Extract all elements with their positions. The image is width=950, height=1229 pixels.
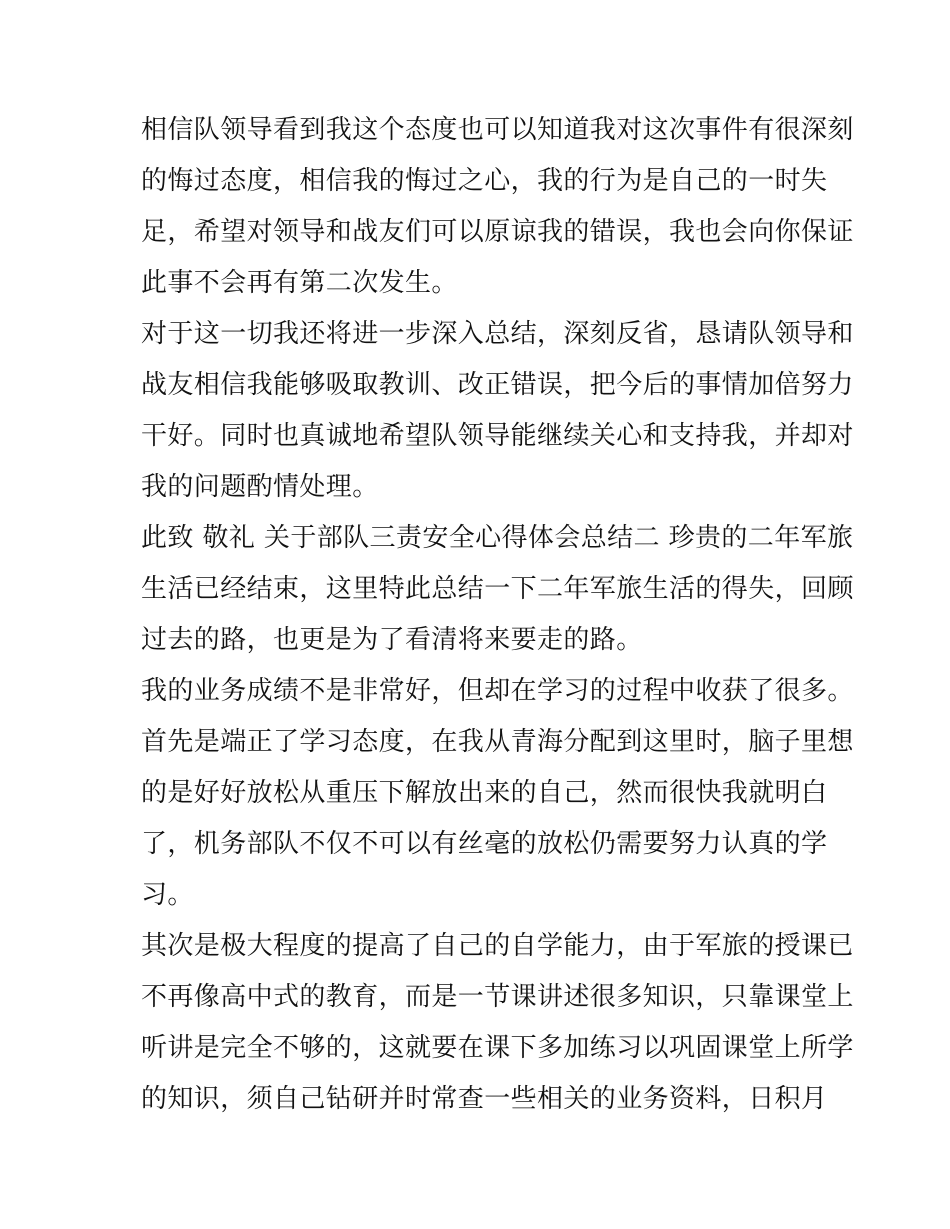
text-line: 不再像高中式的教育，而是一节课讲述很多知识，只靠课堂上 <box>141 982 854 1012</box>
text-line: 过去的路，也更是为了看清将来要走的路。 <box>141 625 643 655</box>
text-line: 我的问题酌情处理。 <box>141 472 379 502</box>
text-line: 相信队领导看到我这个态度也可以知道我对这次事件有很深刻 <box>141 115 854 145</box>
text-line: 听讲是完全不够的，这就要在课下多加练习以巩固课堂上所学 <box>141 1033 854 1063</box>
text-line: 生活已经结束，这里特此总结一下二年军旅生活的得失，回顾 <box>141 574 854 604</box>
text-line: 此致 敬礼 关于部队三责安全心得体会总结二 珍贵的二年军旅 <box>141 523 854 553</box>
text-line: 首先是端正了学习态度，在我从青海分配到这里时，脑子里想 <box>141 727 854 757</box>
text-line: 对于这一切我还将进一步深入总结，深刻反省，恳请队领导和 <box>141 319 854 349</box>
text-line: 习。 <box>141 880 194 910</box>
text-line: 我的业务成绩不是非常好，但却在学习的过程中收获了很多。 <box>141 676 854 706</box>
text-line: 战友相信我能够吸取教训、改正错误，把今后的事情加倍努力 <box>141 370 854 400</box>
text-line: 的是好好放松从重压下解放出来的自己，然而很快我就明白 <box>141 778 828 808</box>
text-line: 了，机务部队不仅不可以有丝毫的放松仍需要努力认真的学 <box>141 829 828 859</box>
text-line: 足，希望对领导和战友们可以原谅我的错误，我也会向你保证 <box>141 217 854 247</box>
text-line: 干好。同时也真诚地希望队领导能继续关心和支持我，并却对 <box>141 421 854 451</box>
document-body <box>141 105 854 1125</box>
text-line: 其次是极大程度的提高了自己的自学能力，由于军旅的授课已 <box>141 931 854 961</box>
text-line: 此事不会再有第二次发生。 <box>141 268 458 298</box>
text-line: 的知识，须自己钻研并时常查一些相关的业务资料，日积月 <box>141 1084 828 1114</box>
text-line: 的悔过态度，相信我的悔过之心，我的行为是自己的一时失 <box>141 166 828 196</box>
